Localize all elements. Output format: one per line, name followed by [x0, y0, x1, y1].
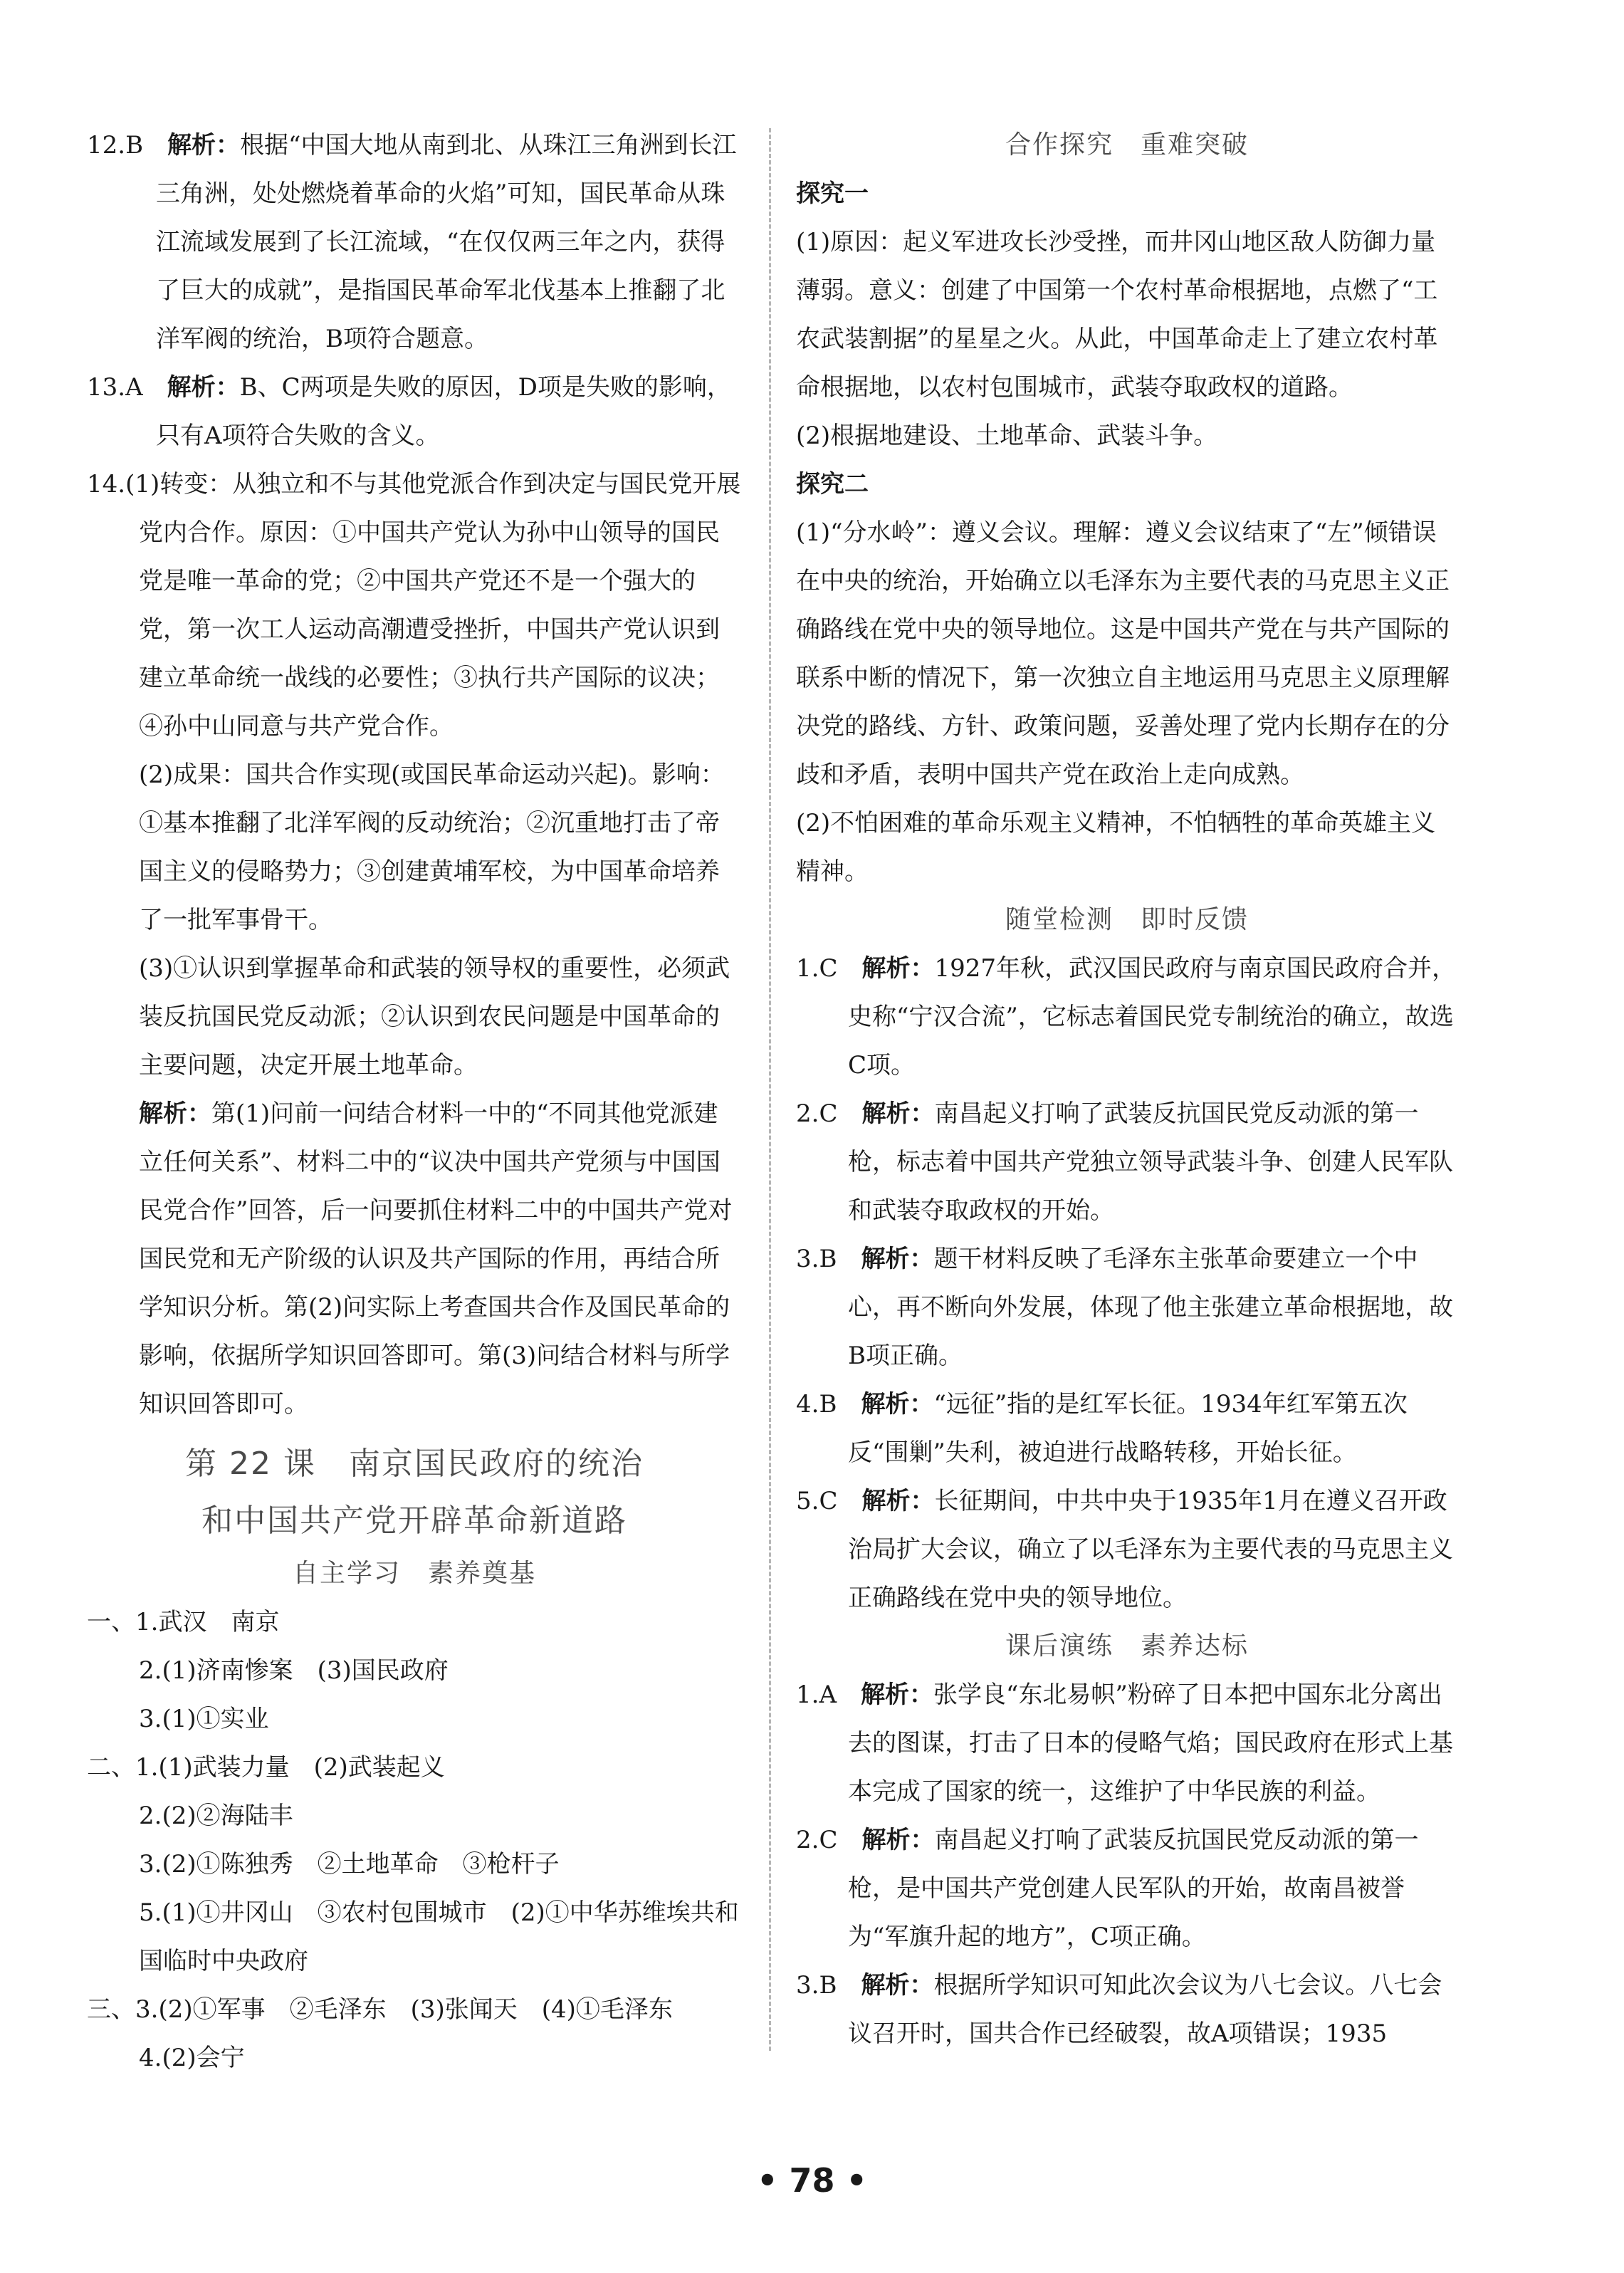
answer-line: 2.(1)济南惨案 (3)国民政府 — [139, 1656, 449, 1685]
answer-q14-part2: (2)成果：国共合作实现(或国民革命运动兴起)。影响：①基本推翻了北洋军阀的反动统治；②沉重地打击了帝国主义的侵略势力；③创建黄埔军校，为中国革命培养了一批军事骨干。 — [139, 761, 725, 934]
kehou-answer: 2.C 解析：南昌起义打响了武装反抗国民党反动派的第一枪，是中国共产党创建人民军队的开始，故南昌被誉为“军旗升起的地方”，C项正确。 — [796, 1826, 1419, 1951]
answer-q14-part3: (3)①认识到掌握革命和武装的领导权的重要性，必须武装反抗国民党反动派；②认识到农民问题是中国革命的主要问题，决定开展土地革命。 — [139, 954, 730, 1080]
tanjiu1-part2: (2)根据地建设、土地革命、武装斗争。 — [796, 422, 1218, 450]
answer-line: 一、1.武汉 南京 — [87, 1608, 280, 1636]
left-column — [87, 121, 742, 2082]
suitang-answer: 3.B 解析：题干材料反映了毛泽东主张革命要建立一个中心，再不断向外发展，体现了他主张建立革命根据地，故B项正确。 — [796, 1245, 1453, 1370]
section-heading-suitang: 随堂检测 即时反馈 — [1005, 905, 1249, 934]
tanjiu2-title: 探究二 — [796, 470, 869, 498]
suitang-answer: 1.C 解析：1927年秋，武汉国民政府与南京国民政府合并，史称“宁汉合流”，它标志着国民党专制统治的确立，故选C项。 — [796, 954, 1456, 1080]
section-heading-zizhu: 自主学习 素养奠基 — [292, 1559, 536, 1588]
suitang-answer: 5.C 解析：长征期间，中共中央于1935年1月在遵义召开政治局扩大会议，确立了以毛泽东为主要代表的马克思主义正确路线在党中央的领导地位。 — [796, 1487, 1453, 1612]
lesson-title-line2: 和中国共产党开辟革命新道路 — [201, 1503, 627, 1539]
section-heading-kehou: 课后演练 素养达标 — [1005, 1631, 1249, 1661]
answer-q14-part1: 14.(1)转变：从独立和不与其他党派合作到决定与国民党开展党内合作。原因：①中国共产党认为孙中山领导的国民党是唯一革命的党；②中国共产党还不是一个强大的党，第一次工人运动高潮遭受挫折，中国共产党认识到建立革命统一战线的必要性；③执行共产国际的议决；④孙中山同意与共产党合作。 — [87, 470, 741, 741]
kehou-answer: 3.B 解析：根据所学知识可知此次会议为八七会议。八七会议召开时，国共合作已经破裂，故A项错误；1935 — [796, 1971, 1442, 2048]
tanjiu1-title: 探究一 — [796, 179, 869, 208]
answer-line: 3.(2)①陈独秀 ②土地革命 ③枪杆子 — [139, 1850, 560, 1879]
suitang-answer: 2.C 解析：南昌起义打响了武装反抗国民党反动派的第一枪，标志着中国共产党独立领导武装斗争、创建人民军队和武装夺取政权的开始。 — [796, 1099, 1453, 1225]
kehou-answer: 1.A 解析：张学良“东北易帜”粉碎了日本把中国东北分离出去的图谋，打击了日本的侵略气焰；国民政府在形式上基本完成了国家的统一，这维护了中华民族的利益。 — [796, 1681, 1453, 1806]
section-heading-hezuo: 合作探究 重难突破 — [1005, 130, 1249, 160]
tanjiu2-part1: (1)“分水岭”：遵义会议。理解：遵义会议结束了“左”倾错误在中央的统治，开始确立以毛泽东为主要代表的马克思主义正确路线在党中央的领导地位。这是中国共产党在与共产国际的联系中断的情况下，第一次独立自主地运用马克思主义原理解决党的路线、方针、政策问题，妥善处理了党内长期存在的分歧和矛盾，表明中国共产党在政治上走向成熟。 — [796, 518, 1450, 789]
answer-q13: 13.A 解析：B、C两项是失败的原因，D项是失败的影响，只有A项符合失败的含义。 — [87, 373, 731, 450]
answer-line: 4.(2)会宁 — [139, 2044, 245, 2072]
answer-q14-analysis: 解析：第(1)问前一问结合材料一中的“不同其他党派建立任何关系”、材料二中的“议决中国共产党须与中国国民党合作”回答，后一问要抓住材料二中的中国共产党对国民党和无产阶级的认识及共产国际的作用，再结合所学知识分析。第(2)问实际上考查国共合作及国民革命的影响，依据所学知识回答即可。第(3)问结合材料与所学知识回答即可。 — [139, 1099, 733, 1418]
right-column — [796, 121, 1458, 2058]
page-number: • 78 • — [757, 2161, 867, 2200]
tanjiu1-part1: (1)原因：起义军进攻长沙受挫，而井冈山地区敌人防御力量薄弱。意义：创建了中国第一个农村革命根据地，点燃了“工农武装割据”的星星之火。从此，中国革命走上了建立农村革命根据地，以农村包围城市，武装夺取政权的道路。 — [796, 228, 1438, 402]
tanjiu2-part2: (2)不怕困难的革命乐观主义精神，不怕牺牲的革命英雄主义精神。 — [796, 809, 1436, 886]
answer-line: 2.(2)②海陆丰 — [139, 1802, 293, 1830]
answer-line: 三、3.(2)①军事 ②毛泽东 (3)张闻天 (4)①毛泽东 — [87, 1995, 673, 2024]
suitang-answer: 4.B 解析：“远征”指的是红军长征。1934年红军第五次反“围剿”失利，被迫进行战略转移，开始长征。 — [796, 1390, 1408, 1467]
answer-line: 二、1.(1)武装力量 (2)武装起义 — [87, 1753, 445, 1782]
answer-line: 5.(1)①井冈山 ③农村包围城市 (2)①中华苏维埃共和国临时中央政府 — [139, 1898, 739, 1975]
answer-q12: 12.B 解析：根据“中国大地从南到北、从珠江三角洲到长江三角洲，处处燃烧着革命的火焰”可知，国民革命从珠江流域发展到了长江流域，“在仅仅两三年之内，获得了巨大的成就”，是指国民革命军北伐基本上推翻了北洋军阀的统治，B项符合题意。 — [87, 131, 737, 353]
answer-line: 3.(1)①实业 — [139, 1705, 269, 1733]
lesson-title-line1: 第 22 课 南京国民政府的统治 — [185, 1446, 644, 1482]
column-divider — [769, 128, 771, 2051]
